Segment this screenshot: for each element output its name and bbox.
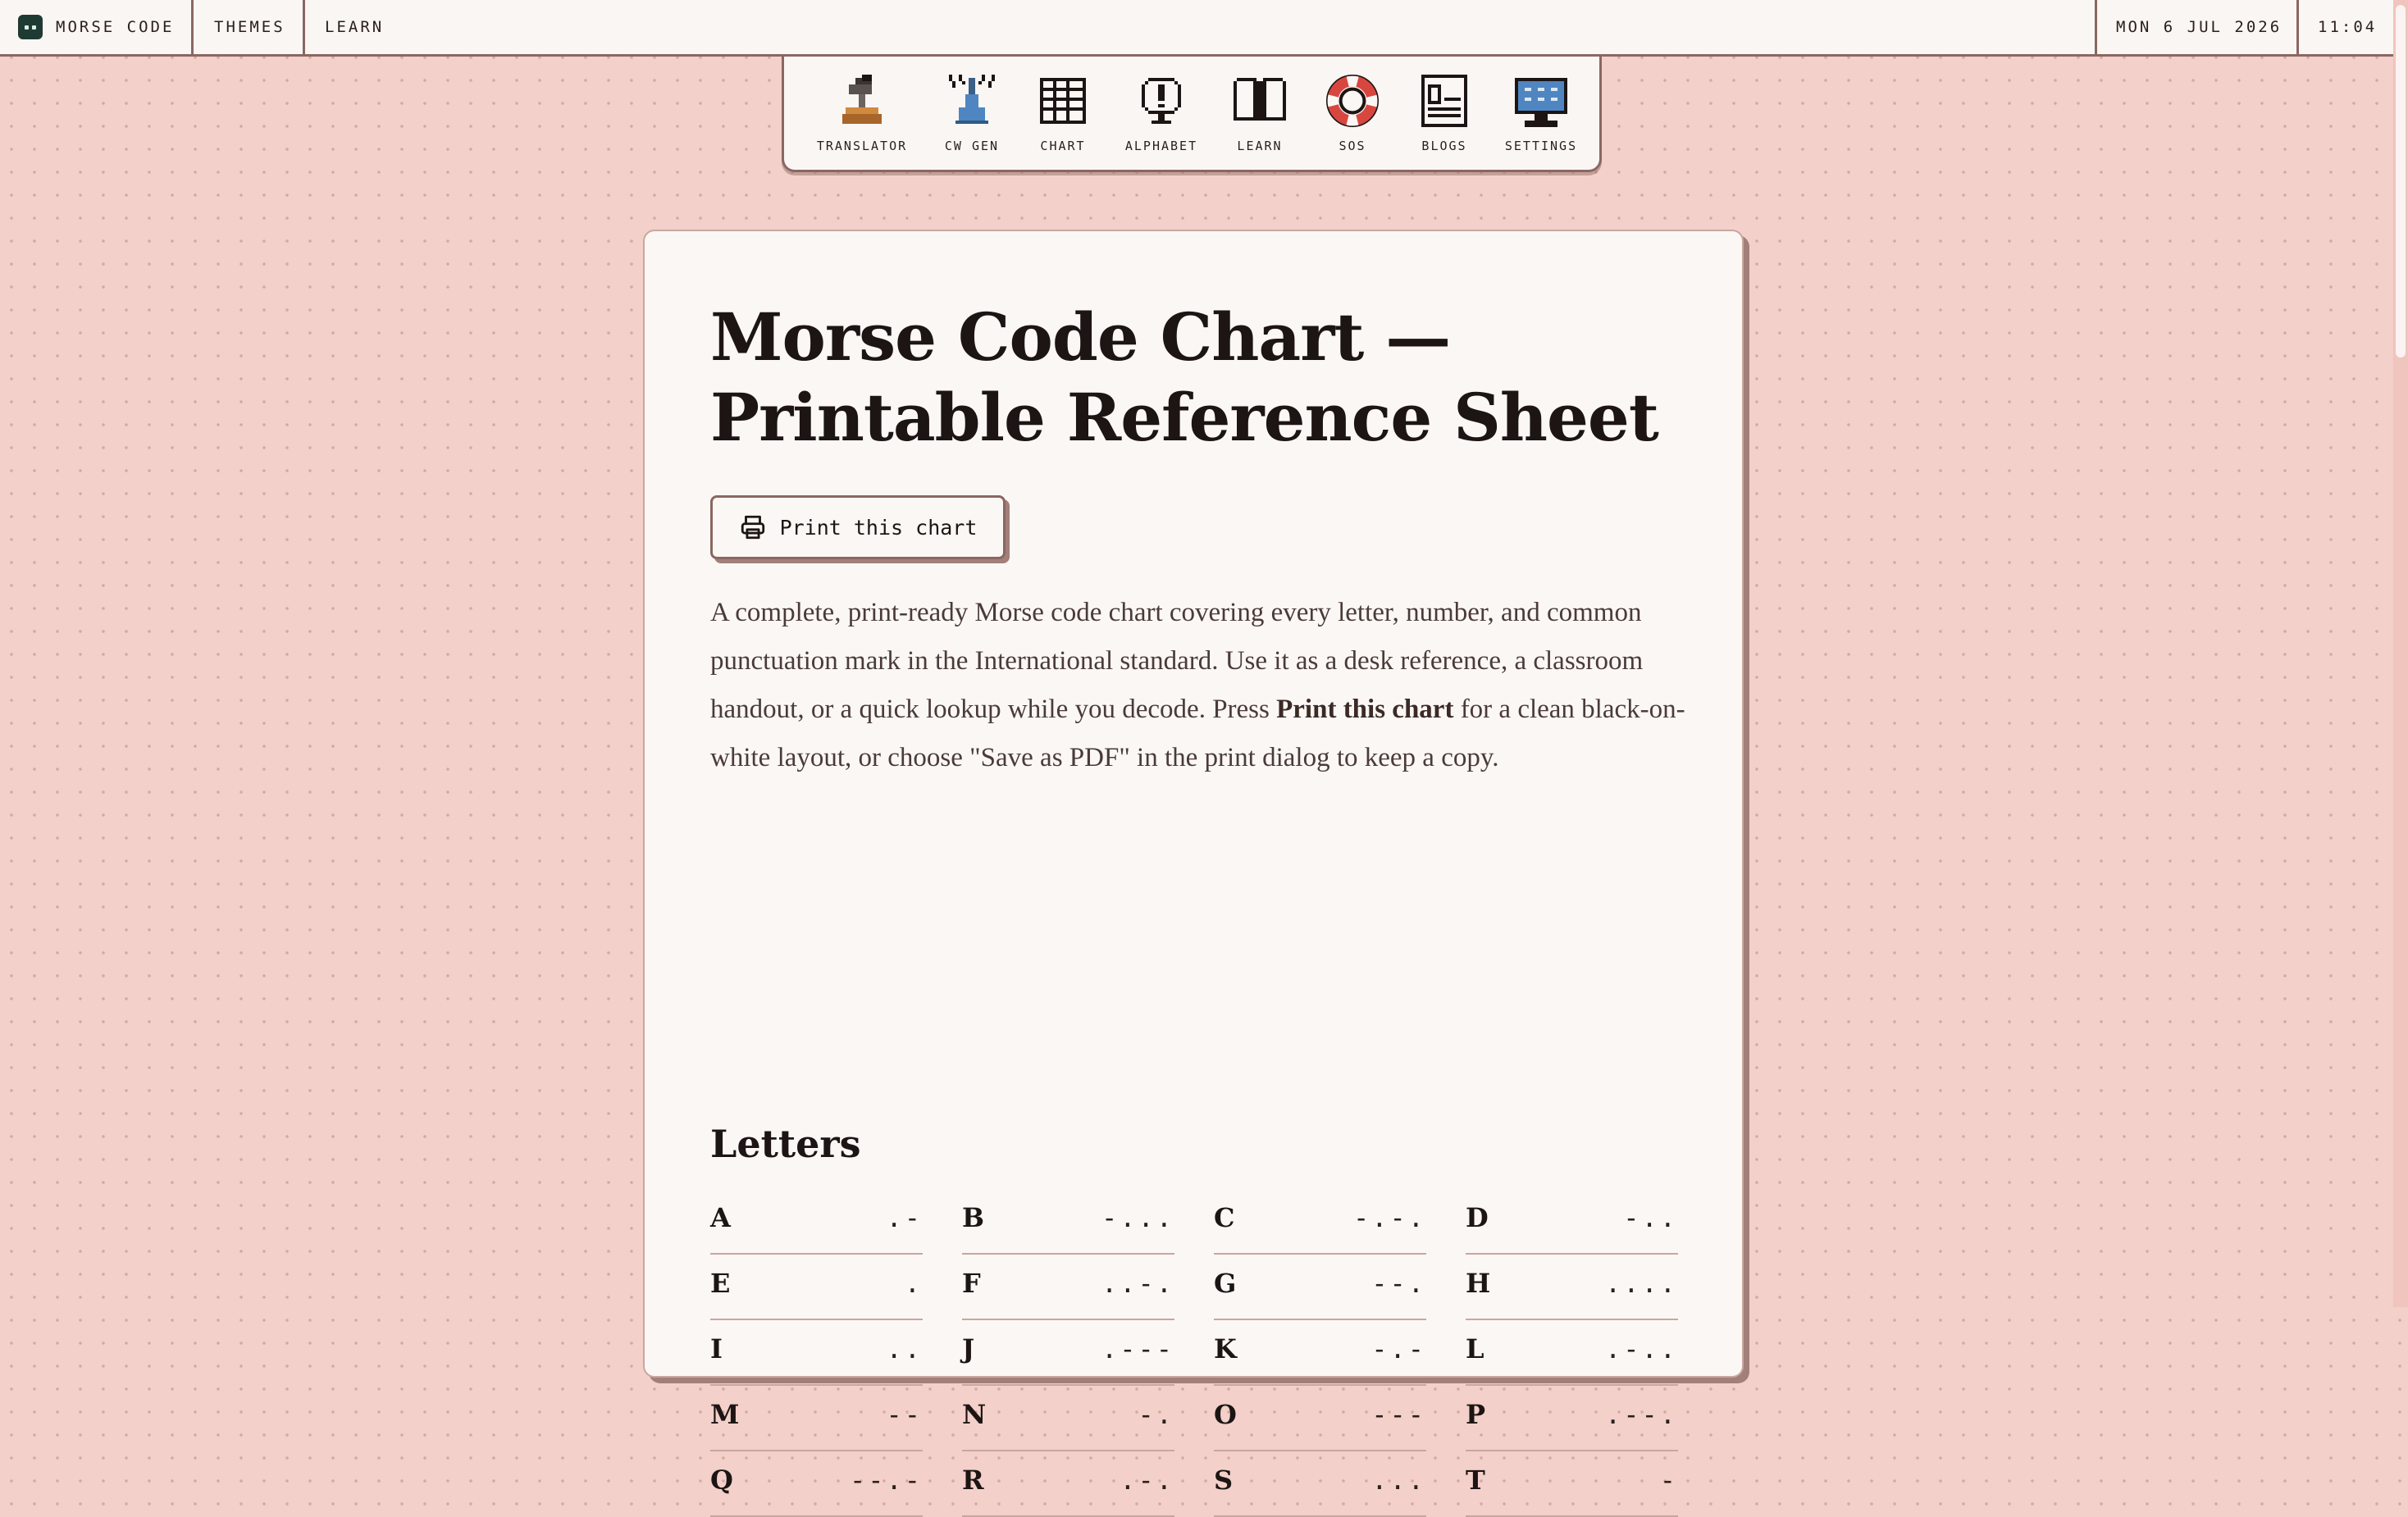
morse-code: .--. <box>1604 1399 1678 1430</box>
print-chart-button[interactable] <box>710 495 1006 559</box>
life-ring-icon <box>1323 71 1382 130</box>
content-card <box>643 230 1744 1496</box>
morse-entry <box>710 1386 923 1451</box>
monitor-icon <box>1512 71 1571 130</box>
morse-entry <box>1214 1386 1426 1451</box>
morse-letter: F <box>962 1268 981 1299</box>
morse-letter: H <box>1466 1268 1491 1299</box>
letters-heading: Letters <box>710 1122 861 1166</box>
morse-code: .. <box>886 1333 923 1364</box>
morse-entry <box>710 1189 923 1255</box>
morse-entry <box>1466 1320 1678 1386</box>
app-logo-icon <box>18 15 43 39</box>
morse-code: -- <box>886 1399 923 1430</box>
document-icon <box>1415 71 1474 130</box>
morse-entry <box>1466 1451 1678 1517</box>
morse-letter: A <box>710 1202 731 1233</box>
morse-letter: O <box>1214 1399 1237 1430</box>
morse-letter: P <box>1466 1399 1486 1430</box>
dock-label: CW GEN <box>944 139 1000 153</box>
morse-entry <box>1466 1386 1678 1451</box>
morse-letter: S <box>1214 1465 1234 1496</box>
dock-item-alphabet[interactable] <box>1112 71 1211 153</box>
menu-divider <box>191 0 194 54</box>
morse-letter: R <box>962 1465 984 1496</box>
morse-letter: I <box>710 1333 723 1364</box>
telegraph-key-icon <box>832 71 892 130</box>
dock-label: ALPHABET <box>1124 139 1198 153</box>
morse-code: --. <box>1371 1268 1426 1299</box>
morse-letter: T <box>1466 1465 1485 1496</box>
printer-icon <box>739 513 767 541</box>
dock-item-cw-gen[interactable] <box>923 71 1021 153</box>
morse-entry <box>710 1451 923 1517</box>
morse-entry <box>1214 1189 1426 1255</box>
dock-label: SOS <box>1339 139 1366 153</box>
dock-item-chart[interactable] <box>1014 71 1112 153</box>
morse-entry <box>1214 1451 1426 1517</box>
brand-label: MORSE CODE <box>56 18 175 36</box>
menu-bar <box>0 0 2393 57</box>
intro-text: A complete, print-ready Morse code chart covering every letter, number, and common punctuation mark in the International standard. Use it as a desk reference, a classroom handout, or a quick lookup while you decode. Press <box>710 598 1644 724</box>
morse-letter: C <box>1214 1202 1235 1233</box>
menu-divider <box>303 0 305 54</box>
morse-code: ..-. <box>1101 1268 1174 1299</box>
morse-entry <box>962 1386 1174 1451</box>
morse-code: - <box>1659 1465 1678 1496</box>
brand-menu[interactable] <box>18 0 174 54</box>
dock-item-translator[interactable] <box>813 71 911 153</box>
morse-entry <box>1214 1320 1426 1386</box>
dock-item-learn[interactable] <box>1211 71 1309 153</box>
morse-code: ... <box>1371 1465 1426 1496</box>
morse-letter: M <box>710 1399 740 1430</box>
morse-letter: B <box>962 1202 985 1233</box>
date-display: MON 6 JUL 2026 <box>2116 18 2283 36</box>
dock-label: LEARN <box>1237 139 1283 153</box>
letters-grid <box>710 1189 1683 1517</box>
morse-code: -... <box>1101 1202 1174 1233</box>
grid-chart-icon <box>1033 71 1092 130</box>
radio-antenna-icon <box>942 71 1001 130</box>
morse-letter: N <box>962 1399 987 1430</box>
morse-code: .... <box>1604 1268 1678 1299</box>
open-book-icon <box>1230 71 1289 130</box>
intro-text: for a clean black-on-white layout, or choose "Save as PDF" in the print dialog to keep a copy. <box>710 695 1685 772</box>
scrollbar-track[interactable] <box>2393 0 2408 1307</box>
morse-letter: K <box>1214 1333 1237 1364</box>
print-button-label: Print this chart <box>779 515 978 540</box>
menu-learn[interactable]: LEARN <box>325 18 385 36</box>
dock-item-settings[interactable] <box>1492 71 1590 153</box>
morse-code: -.- <box>1371 1333 1426 1364</box>
morse-letter: Q <box>710 1465 733 1496</box>
morse-code: . <box>904 1268 923 1299</box>
menu-themes[interactable]: THEMES <box>214 18 285 36</box>
page-title: Morse Code Chart — Printable Reference Sheet <box>710 298 1658 456</box>
morse-letter: E <box>710 1268 731 1299</box>
morse-entry <box>962 1320 1174 1386</box>
morse-letter: L <box>1466 1333 1484 1364</box>
morse-code: .-.. <box>1604 1333 1678 1364</box>
morse-code: -. <box>1138 1399 1174 1430</box>
morse-code: --- <box>1371 1399 1426 1430</box>
morse-entry <box>1214 1255 1426 1320</box>
morse-entry <box>962 1451 1174 1517</box>
morse-entry <box>962 1189 1174 1255</box>
morse-letter: D <box>1466 1202 1489 1233</box>
morse-code: .- <box>886 1202 923 1233</box>
clock-display: 11:04 <box>2318 18 2378 36</box>
morse-code: -.-. <box>1352 1202 1426 1233</box>
morse-entry <box>1466 1255 1678 1320</box>
alphabet-badge-icon <box>1132 71 1191 130</box>
morse-entry <box>710 1255 923 1320</box>
intro-bold-text: Print this chart <box>1276 695 1454 724</box>
dock-label: SETTINGS <box>1504 139 1578 153</box>
dock-item-blogs[interactable] <box>1395 71 1494 153</box>
morse-code: .-. <box>1120 1465 1174 1496</box>
menu-divider <box>2095 0 2097 54</box>
morse-letter: G <box>1214 1268 1237 1299</box>
scrollbar-thumb[interactable] <box>2396 5 2406 358</box>
morse-code: -.. <box>1623 1202 1678 1233</box>
dock-label: TRANSLATOR <box>816 139 908 153</box>
menu-divider <box>2296 0 2299 54</box>
morse-entry <box>1466 1189 1678 1255</box>
dock-label: CHART <box>1040 139 1086 153</box>
morse-letter: J <box>962 1333 975 1364</box>
morse-code: --.- <box>849 1465 923 1496</box>
morse-entry <box>962 1255 1174 1320</box>
intro-paragraph <box>710 589 1686 782</box>
dock-label: BLOGS <box>1421 139 1467 153</box>
dock-item-sos[interactable] <box>1303 71 1402 153</box>
morse-code: .--- <box>1101 1333 1174 1364</box>
morse-entry <box>710 1320 923 1386</box>
app-dock <box>782 57 1602 172</box>
